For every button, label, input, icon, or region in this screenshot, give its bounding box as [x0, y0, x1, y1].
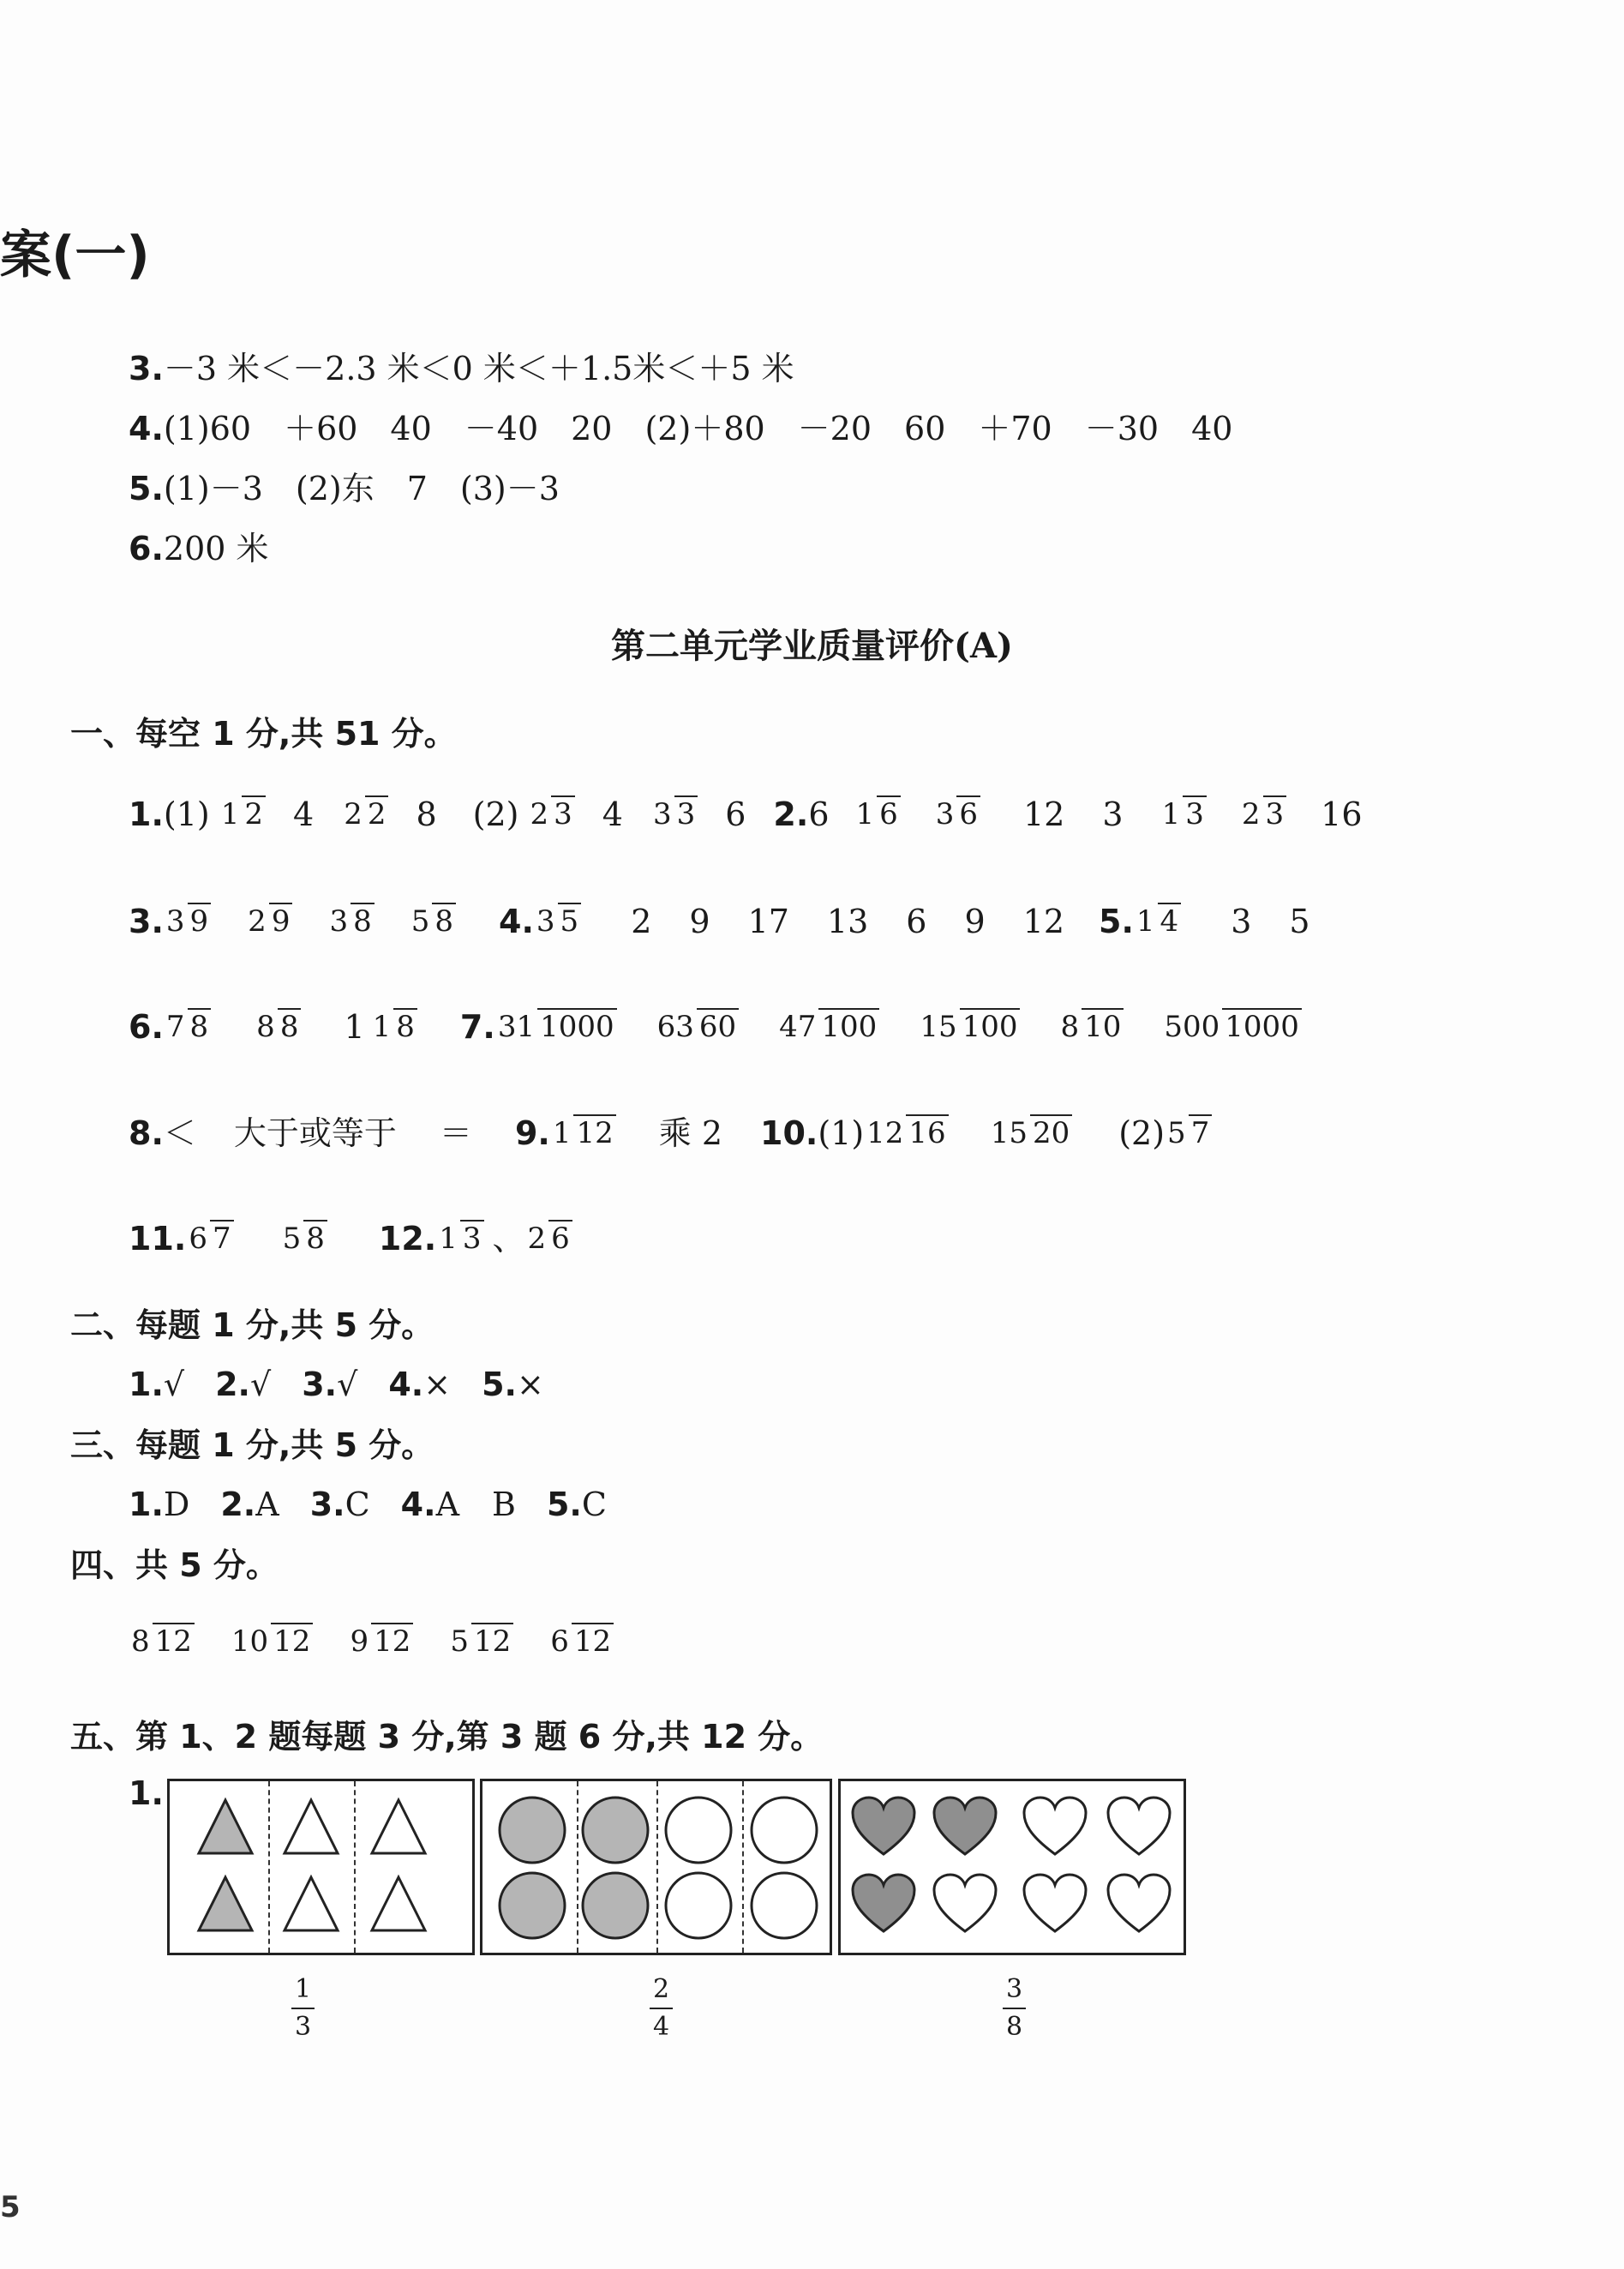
numerator: 12 — [866, 1116, 904, 1150]
question-number: 1. — [129, 1366, 164, 1403]
answer-text: －3 米＜－2.3 米＜0 米＜＋1.5米＜＋5 米 — [163, 350, 794, 387]
answer-mark: × — [516, 1366, 544, 1403]
denominator: 6 — [956, 795, 980, 831]
numerator: 7 — [165, 1010, 185, 1044]
answer-line-q3 — [129, 347, 794, 390]
question-number: 5. — [482, 1366, 517, 1403]
question-number: 4. — [499, 903, 534, 940]
fraction — [164, 1006, 211, 1047]
fraction — [864, 1113, 949, 1154]
denominator: 4 — [1158, 903, 1182, 939]
fraction — [447, 1621, 513, 1662]
answer-value: 9 — [689, 903, 710, 940]
answer-value: 12 — [1023, 795, 1065, 833]
dashed-divider — [742, 1781, 744, 1953]
fraction — [186, 1218, 233, 1259]
denominator: 1000 — [1222, 1008, 1302, 1044]
numerator: 6 — [189, 1222, 207, 1256]
section2-answers — [129, 1363, 544, 1406]
fraction — [650, 794, 698, 835]
answer-mark: × — [423, 1366, 452, 1403]
question-number: 5. — [1099, 903, 1134, 940]
numerator: 3 — [329, 904, 349, 939]
fraction — [409, 901, 456, 942]
figure-caption-fraction — [1003, 1972, 1026, 2045]
fraction — [254, 1006, 301, 1047]
circle-icon — [662, 1870, 734, 1942]
fraction — [527, 794, 574, 835]
circle-icon — [748, 1794, 820, 1866]
figure-caption-fraction — [650, 1972, 673, 2045]
fraction — [854, 794, 901, 835]
numerator: 8 — [256, 1010, 275, 1044]
denominator: 8 — [351, 903, 375, 939]
question-number: 1. — [129, 1774, 164, 1812]
section5-heading: 五、第 1、2 题每题 3 分,第 3 题 6 分,共 12 分。 — [70, 1718, 824, 1756]
answer-value: ＝ — [439, 1114, 472, 1152]
numerator: 9 — [350, 1624, 369, 1659]
question-number: 5. — [546, 1486, 582, 1523]
answer-choice: C — [581, 1486, 607, 1523]
part-label: (2) — [1118, 1114, 1166, 1152]
denominator: 8 — [1003, 2008, 1026, 2045]
whole-number: 1 — [344, 1008, 365, 1046]
fraction — [129, 1621, 195, 1662]
section4-heading: 四、共 5 分。 — [70, 1546, 279, 1584]
denominator: 2 — [242, 795, 266, 831]
numerator: 1 — [220, 797, 240, 831]
numerator: 2 — [530, 797, 549, 831]
circle-icon — [662, 1794, 734, 1866]
fraction — [327, 901, 374, 942]
question-number: 3. — [309, 1486, 345, 1523]
separator: 、 — [492, 1220, 525, 1258]
numerator: 2 — [653, 1974, 670, 2004]
answer-mark: √ — [337, 1366, 358, 1403]
numerator: 2 — [344, 797, 363, 831]
numerator: 1 — [552, 1116, 572, 1150]
answer-value: 3 — [1102, 795, 1124, 833]
question-number: 3. — [129, 350, 164, 387]
denominator: 3 — [1263, 795, 1287, 831]
answer-mark: √ — [250, 1366, 272, 1403]
answer-line-q6 — [129, 527, 269, 570]
denominator: 7 — [210, 1220, 234, 1256]
numerator: 31 — [497, 1010, 536, 1044]
numerator: 3 — [935, 797, 955, 831]
denominator: 12 — [573, 1114, 615, 1150]
question-number: 1. — [129, 1486, 164, 1523]
denominator: 12 — [471, 1623, 513, 1659]
numerator: 8 — [131, 1624, 150, 1659]
heart-icon — [1021, 1871, 1089, 1936]
denominator: 6 — [877, 795, 901, 831]
fraction — [1160, 794, 1207, 835]
section3-answers — [129, 1483, 607, 1526]
answer-value: 乘 2 — [658, 1114, 722, 1152]
denominator: 8 — [432, 903, 456, 939]
denominator: 16 — [906, 1114, 948, 1150]
fraction — [347, 1621, 413, 1662]
answer-value: 17 — [747, 903, 789, 940]
answer-choice: D — [163, 1486, 190, 1523]
numerator: 3 — [652, 797, 672, 831]
denominator: 4 — [650, 2008, 673, 2045]
numerator: 5 — [1167, 1116, 1186, 1150]
answer-row-3 — [129, 984, 1310, 1070]
denominator: 3 — [291, 2008, 315, 2045]
numerator: 5 — [450, 1624, 469, 1659]
fraction — [776, 1006, 879, 1047]
question-number: 5. — [129, 470, 164, 507]
heart-icon — [1021, 1794, 1089, 1858]
numerator: 1 — [295, 1974, 312, 2004]
dashed-divider — [577, 1781, 578, 1953]
heart-figure — [838, 1779, 1186, 1955]
shaded-heart-icon — [849, 1871, 918, 1936]
numerator: 47 — [779, 1010, 817, 1044]
shaded-circle-icon — [496, 1870, 568, 1942]
fraction — [1165, 1113, 1212, 1154]
fraction — [1058, 1006, 1124, 1047]
denominator: 3 — [460, 1220, 484, 1256]
section4-fractions — [120, 1599, 622, 1684]
denominator: 12 — [271, 1623, 313, 1659]
question-number: 12. — [378, 1220, 437, 1258]
answer-choice: C — [345, 1486, 370, 1523]
triangle-figure — [167, 1779, 475, 1955]
fraction — [525, 1218, 572, 1259]
answer-choice: A B — [435, 1486, 516, 1523]
fraction — [548, 1621, 614, 1662]
shaded-circle-icon — [579, 1870, 651, 1942]
part-label: (2) — [472, 795, 519, 833]
dashed-divider — [268, 1781, 270, 1953]
answer-value: 大于或等于 — [233, 1114, 397, 1152]
denominator: 9 — [269, 903, 293, 939]
part-label: (1) — [163, 795, 210, 833]
denominator: 8 — [188, 1008, 212, 1044]
fraction — [1239, 794, 1286, 835]
fraction — [1134, 901, 1181, 942]
question-number: 4. — [129, 410, 164, 447]
answer-value: 5 — [1289, 903, 1310, 940]
answer-value: 8 — [416, 795, 437, 833]
answer-value: 13 — [826, 903, 869, 940]
fraction — [245, 901, 292, 942]
numerator: 1 — [439, 1222, 458, 1256]
numerator: 15 — [920, 1010, 957, 1044]
question-number: 10. — [760, 1114, 818, 1152]
denominator: 8 — [278, 1008, 302, 1044]
denominator: 5 — [558, 903, 582, 939]
unit2-title: 第二单元学业质量评价(A) — [611, 626, 1013, 666]
denominator: 7 — [1189, 1114, 1213, 1150]
shaded-triangle-icon — [195, 1797, 255, 1857]
answer-value: 9 — [964, 903, 986, 940]
answer-row-4 — [129, 1090, 1220, 1176]
denominator: 9 — [188, 903, 212, 939]
dashed-divider — [354, 1781, 356, 1953]
question-number: 9. — [514, 1114, 550, 1152]
shaded-heart-icon — [931, 1794, 999, 1858]
shaded-circle-icon — [496, 1794, 568, 1866]
question-number: 2. — [773, 795, 809, 833]
triangle-icon — [369, 1797, 428, 1857]
answer-text: (1)60 ＋60 40 －40 20 (2)＋80 －20 60 ＋70 －30 40 — [163, 410, 1233, 447]
numerator: 15 — [990, 1116, 1028, 1150]
numerator: 3 — [1006, 1974, 1023, 2004]
answer-value: 2 — [631, 903, 652, 940]
numerator: 2 — [248, 904, 267, 939]
answer-value: 6 — [808, 795, 830, 833]
answer-row-1 — [129, 771, 1363, 857]
answer-value: 6 — [725, 795, 746, 833]
page-number: 5 — [0, 2190, 21, 2224]
answer-value: 12 — [1022, 903, 1065, 940]
answer-value: 4 — [293, 795, 315, 833]
shaded-triangle-icon — [195, 1874, 255, 1934]
numerator: 1 — [372, 1010, 392, 1044]
fraction — [495, 1006, 617, 1047]
circle-figure — [480, 1779, 832, 1955]
triangle-icon — [281, 1797, 341, 1857]
denominator: 8 — [393, 1008, 417, 1044]
denominator: 3 — [674, 795, 698, 831]
section2-heading: 二、每题 1 分,共 5 分。 — [70, 1306, 434, 1344]
answer-text: (1)－3 (2)东 7 (3)－3 — [163, 470, 560, 507]
numerator: 63 — [656, 1010, 694, 1044]
question-number: 3. — [302, 1366, 338, 1403]
fraction — [436, 1218, 483, 1259]
fraction — [933, 794, 980, 835]
fraction — [370, 1006, 417, 1047]
part-label: (1) — [818, 1114, 865, 1152]
fraction — [341, 794, 388, 835]
question-number: 4. — [400, 1486, 436, 1523]
question-number: 3. — [129, 903, 164, 940]
answer-value: 3 — [1231, 903, 1252, 940]
question-number: 4. — [388, 1366, 424, 1403]
numerator: 2 — [527, 1222, 547, 1256]
question-number: 2. — [215, 1366, 250, 1403]
question-number: 6. — [129, 530, 164, 567]
denominator: 100 — [960, 1008, 1021, 1044]
denominator: 8 — [303, 1220, 327, 1256]
denominator: 10 — [1082, 1008, 1124, 1044]
denominator: 60 — [697, 1008, 739, 1044]
numerator: 1 — [1161, 797, 1181, 831]
denominator: 2 — [365, 795, 389, 831]
numerator: 10 — [231, 1624, 269, 1659]
answer-row-2 — [129, 879, 1310, 964]
fraction — [164, 901, 211, 942]
heart-icon — [1105, 1794, 1173, 1858]
numerator: 3 — [165, 904, 185, 939]
answer-value: 4 — [602, 795, 623, 833]
numerator: 2 — [1241, 797, 1261, 831]
fraction — [988, 1113, 1073, 1154]
answer-value: 16 — [1321, 795, 1363, 833]
question-number: 7. — [459, 1008, 495, 1046]
shaded-circle-icon — [579, 1794, 651, 1866]
numerator: 5 — [410, 904, 430, 939]
question-number: 6. — [129, 1008, 164, 1046]
denominator: 12 — [371, 1623, 413, 1659]
numerator: 8 — [1060, 1010, 1080, 1044]
answer-text: 200 米 — [163, 530, 269, 567]
numerator: 5 — [282, 1222, 302, 1256]
numerator: 3 — [536, 904, 555, 939]
fraction — [655, 1006, 740, 1047]
fraction — [534, 901, 581, 942]
shaded-heart-icon — [849, 1794, 918, 1858]
answer-row-5 — [129, 1196, 581, 1282]
heart-icon — [931, 1871, 999, 1936]
page-title: 案(一) — [0, 225, 150, 285]
numerator: 1 — [855, 797, 875, 831]
denominator: 1000 — [537, 1008, 617, 1044]
numerator: 6 — [550, 1624, 569, 1659]
question-number: 1. — [129, 795, 164, 833]
heart-icon — [1105, 1871, 1173, 1936]
fraction — [229, 1621, 314, 1662]
dashed-divider — [656, 1781, 658, 1953]
circle-icon — [748, 1870, 820, 1942]
denominator: 100 — [818, 1008, 879, 1044]
fraction — [550, 1113, 616, 1154]
denominator: 6 — [548, 1220, 572, 1256]
denominator: 12 — [572, 1623, 614, 1659]
answer-line-q5 — [129, 467, 560, 510]
denominator: 20 — [1030, 1114, 1072, 1150]
denominator: 12 — [153, 1623, 195, 1659]
numerator: 500 — [1164, 1010, 1220, 1044]
figure-caption-fraction — [291, 1972, 315, 2045]
numerator: 1 — [1136, 904, 1155, 939]
denominator: 3 — [551, 795, 575, 831]
triangle-icon — [281, 1874, 341, 1934]
answer-choice: A — [255, 1486, 279, 1523]
triangle-icon — [369, 1874, 428, 1934]
section3-heading: 三、每题 1 分,共 5 分。 — [70, 1426, 434, 1464]
answer-value: ＜ — [163, 1114, 196, 1152]
fraction — [1161, 1006, 1301, 1047]
fraction — [219, 794, 266, 835]
fraction — [280, 1218, 327, 1259]
question-number: 11. — [129, 1220, 187, 1258]
answer-line-q4 — [129, 407, 1232, 450]
answer-mark: √ — [163, 1366, 185, 1403]
question-number: 2. — [220, 1486, 256, 1523]
question-number: 8. — [129, 1114, 164, 1152]
answer-value: 6 — [906, 903, 927, 940]
fraction — [917, 1006, 1020, 1047]
denominator: 3 — [1183, 795, 1207, 831]
section1-heading: 一、每空 1 分,共 51 分。 — [70, 715, 457, 753]
